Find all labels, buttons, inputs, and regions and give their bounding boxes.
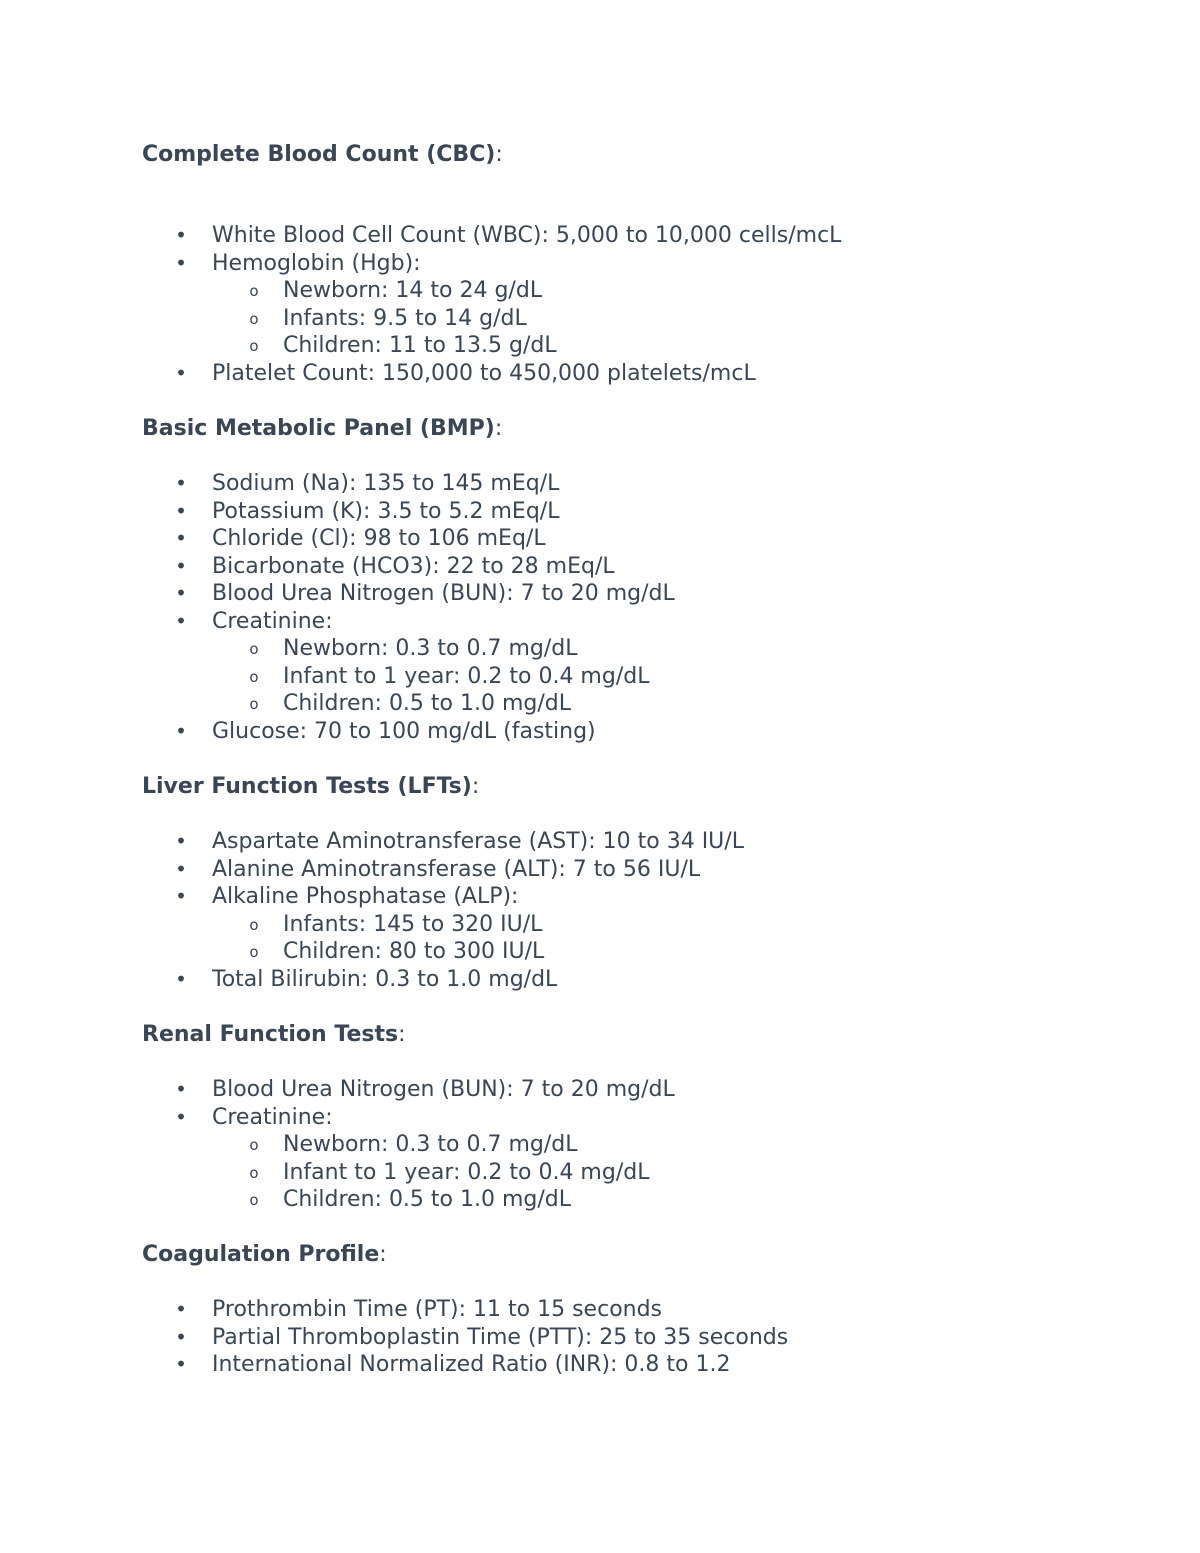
bullet-icon: • [175,966,187,991]
bullet-icon: • [175,1077,187,1101]
heading-colon: : [494,416,503,441]
item-text: Alkaline Phosphatase (ALP): [212,884,519,909]
sub-bullet-icon: o [249,667,259,686]
item-text: Alanine Aminotransferase (ALT): 7 to 56 IU/L [212,856,701,882]
sub-bullet-icon: o [249,915,259,934]
sub-list-item [142,690,1142,718]
section-title: Liver Function Tests (LFTs) [142,774,472,799]
list-item [142,1104,1142,1132]
sub-bullet-icon: o [249,640,259,658]
sub-item-text: Newborn: 0.3 to 0.7 mg/dL [283,1132,578,1157]
bullet-icon: • [175,856,187,881]
list-item [142,580,1142,608]
bullet-icon: • [175,1104,187,1129]
section-heading [142,1021,1142,1049]
sub-item-text: Infants: 9.5 to 14 g/dL [283,305,527,331]
item-text: Blood Urea Nitrogen (BUN): 7 to 20 mg/dL [212,1077,675,1102]
section-heading [142,1241,1142,1269]
bullet-icon: • [175,526,187,550]
section-heading [142,773,1142,801]
sub-item-text: Infant to 1 year: 0.2 to 0.4 mg/dL [283,1159,650,1185]
sub-item-text: Children: 80 to 300 IU/L [283,939,545,964]
sub-item-text: Newborn: 14 to 24 g/dL [283,278,543,303]
sub-bullet-icon: o [249,1163,259,1182]
section-title: Basic Metabolic Panel (BMP) [142,416,495,441]
list-item [142,718,1142,746]
item-text: Chloride (Cl): 98 to 106 mEq/L [212,526,546,551]
bullet-icon: • [175,1324,187,1349]
list-item [142,470,1142,498]
sub-list-item [142,938,1142,966]
sub-list-item [142,277,1142,305]
list-item [142,360,1142,388]
bullet-icon: • [175,471,187,495]
item-text: Hemoglobin (Hgb): [212,250,421,276]
item-text: International Normalized Ratio (INR): 0.8 to 1.2 [212,1352,731,1377]
sub-item-text: Newborn: 0.3 to 0.7 mg/dL [283,636,578,661]
sub-item-text: Children: 0.5 to 1.0 mg/dL [283,691,572,716]
list-item [142,1076,1142,1104]
list-item [142,250,1142,278]
bullet-icon: • [175,553,187,578]
item-list [142,1296,1142,1379]
item-text: White Blood Cell Count (WBC): 5,000 to 10,000 cells/mcL [212,223,842,248]
item-text: Creatinine: [212,1104,333,1130]
sub-list-item [142,635,1142,663]
sub-bullet-icon: o [249,943,259,961]
bullet-icon: • [175,718,187,743]
section-bmp [142,415,1142,745]
list-item [142,498,1142,526]
item-text: Platelet Count: 150,000 to 450,000 platelets/mcL [212,360,756,386]
bullet-icon: • [175,884,187,908]
sub-list-item [142,1159,1142,1187]
list-item [142,1351,1142,1379]
list-item [142,608,1142,636]
list-item [142,828,1142,856]
list-item [142,553,1142,581]
heading-colon: : [471,774,480,799]
list-item [142,856,1142,884]
list-item [142,222,1142,250]
list-item [142,1296,1142,1324]
item-text: Blood Urea Nitrogen (BUN): 7 to 20 mg/dL [212,581,675,606]
heading-colon: : [398,1022,406,1047]
sub-bullet-icon: o [249,309,259,328]
item-text: Aspartate Aminotransferase (AST): 10 to 34 IU/L [212,829,744,854]
list-item [142,966,1142,994]
bullet-icon: • [175,829,187,853]
bullet-icon: • [175,250,187,275]
list-item [142,883,1142,911]
bullet-icon: • [175,223,187,247]
section-lft [142,773,1142,993]
section-title: Coagulation Profile [142,1242,380,1267]
sub-list-item [142,911,1142,939]
item-text: Prothrombin Time (PT): 11 to 15 seconds [212,1297,663,1322]
heading-colon: : [495,142,503,167]
section-heading [142,415,1142,443]
sub-list-item [142,305,1142,333]
bullet-icon: • [175,581,187,605]
sub-item-text: Children: 0.5 to 1.0 mg/dL [283,1187,572,1212]
item-text: Creatinine: [212,608,333,634]
item-text: Total Bilirubin: 0.3 to 1.0 mg/dL [212,966,558,992]
section-coagulation [142,1241,1142,1379]
sub-bullet-icon: o [249,282,259,300]
item-list [142,828,1142,993]
sub-bullet-icon: o [249,695,259,713]
sub-item-text: Infants: 145 to 320 IU/L [283,911,543,937]
section-title: Renal Function Tests [142,1022,399,1047]
bullet-icon: • [175,360,187,385]
sub-list-item [142,1186,1142,1214]
section-title: Complete Blood Count (CBC) [142,142,496,167]
sub-item-text: Infant to 1 year: 0.2 to 0.4 mg/dL [283,663,650,689]
item-text: Glucose: 70 to 100 mg/dL (fasting) [212,718,596,744]
bullet-icon: • [175,1297,187,1321]
list-item [142,525,1142,553]
section-heading [142,141,1142,169]
item-text: Sodium (Na): 135 to 145 mEq/L [212,471,560,496]
item-text: Partial Thromboplastin Time (PTT): 25 to 35 seconds [212,1324,789,1350]
sub-list-item [142,663,1142,691]
section-renal [142,1021,1142,1214]
item-list [142,470,1142,745]
sub-bullet-icon: o [249,1136,259,1154]
sub-item-text: Children: 11 to 13.5 g/dL [283,333,557,358]
sub-bullet-icon: o [249,337,259,355]
bullet-icon: • [175,498,187,523]
list-item [142,1324,1142,1352]
item-list [142,222,1142,387]
section-cbc [142,141,1142,387]
bullet-icon: • [175,608,187,633]
sub-list-item [142,1131,1142,1159]
sub-bullet-icon: o [249,1191,259,1209]
item-text: Potassium (K): 3.5 to 5.2 mEq/L [212,498,560,524]
item-text: Bicarbonate (HCO3): 22 to 28 mEq/L [212,553,615,579]
sub-list-item [142,332,1142,360]
bullet-icon: • [175,1352,187,1376]
item-list [142,1076,1142,1214]
heading-colon: : [379,1242,387,1267]
